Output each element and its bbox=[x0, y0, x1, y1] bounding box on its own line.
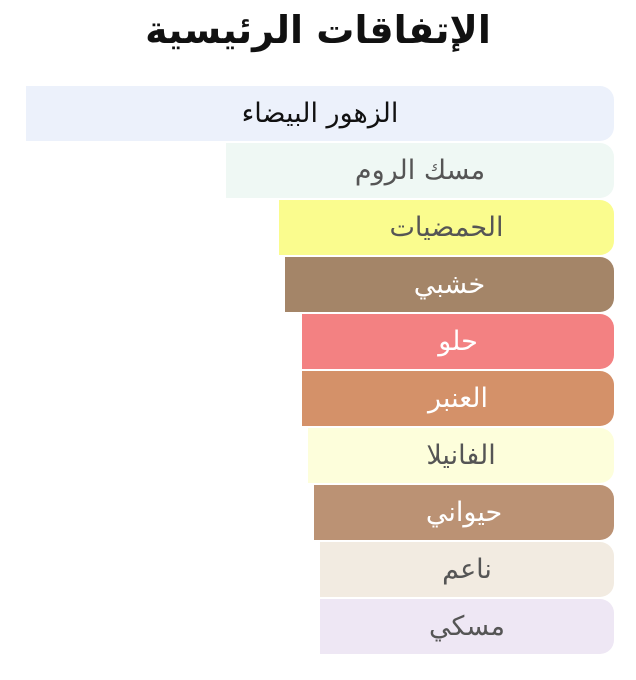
bar-label: ناعم bbox=[442, 554, 492, 585]
bar-label: حيواني bbox=[425, 497, 503, 528]
bar-5 bbox=[302, 314, 614, 369]
bar-4 bbox=[285, 257, 614, 312]
bar-label: الحمضيات bbox=[389, 212, 504, 243]
bar-label: مسك الروم bbox=[354, 155, 486, 186]
chart-title: الإتفاقات الرئيسية bbox=[145, 8, 491, 52]
bar-9 bbox=[320, 542, 614, 597]
bar-label: الزهور البيضاء bbox=[241, 98, 399, 129]
bar-1 bbox=[26, 86, 614, 141]
bar-label: خشبي bbox=[413, 269, 486, 300]
accords-bar-chart bbox=[0, 86, 636, 658]
bar-label: حلو bbox=[438, 326, 478, 357]
bar-2 bbox=[226, 143, 614, 198]
bar-7 bbox=[308, 428, 614, 483]
bar-3 bbox=[279, 200, 614, 255]
bar-label: العنبر bbox=[428, 383, 488, 414]
bar-6 bbox=[302, 371, 614, 426]
bar-label: مسكي bbox=[429, 611, 505, 642]
bar-10 bbox=[320, 599, 614, 654]
bar-8 bbox=[314, 485, 614, 540]
bar-label: الفانيلا bbox=[426, 440, 496, 471]
